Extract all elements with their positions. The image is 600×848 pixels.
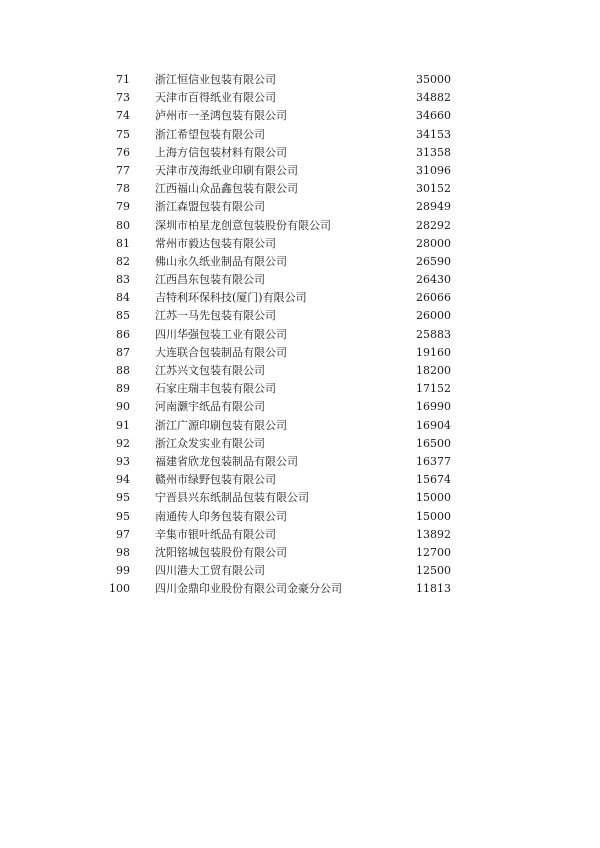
rank-cell: 83 xyxy=(116,273,130,287)
rank-cell: 84 xyxy=(116,291,130,305)
value-cell: 19160 xyxy=(416,345,451,359)
value-cell: 25883 xyxy=(416,327,451,341)
rank-cell: 100 xyxy=(109,582,130,596)
value-cell: 28292 xyxy=(416,218,451,232)
company-cell: 泸州市一圣鸿包装有限公司 xyxy=(155,109,287,123)
rank-cell: 71 xyxy=(116,73,130,86)
company-cell: 河南灏宇纸品有限公司 xyxy=(155,400,265,414)
company-cell: 上海方信包装材料有限公司 xyxy=(155,145,287,159)
value-cell: 31358 xyxy=(416,145,451,159)
rank-cell: 75 xyxy=(116,127,130,141)
company-cell: 沈阳铭城包装股份有限公司 xyxy=(155,545,287,559)
table-row xyxy=(0,508,600,526)
rank-cell: 87 xyxy=(116,345,130,359)
company-cell: 深圳市柏星龙创意包装股份有限公司 xyxy=(155,218,331,232)
value-cell: 18200 xyxy=(416,364,451,377)
table-row xyxy=(0,398,600,416)
rank-cell: 90 xyxy=(116,400,130,414)
table-row xyxy=(0,580,600,598)
table-row xyxy=(0,217,600,235)
table-row xyxy=(0,126,600,144)
company-cell: 四川金鼎印业股份有限公司金豪分公司 xyxy=(155,582,342,596)
rank-cell: 86 xyxy=(116,327,130,341)
company-cell: 福建省欣龙包装制品有限公司 xyxy=(155,454,298,468)
table-row xyxy=(0,544,600,562)
table-row xyxy=(0,417,600,435)
rank-cell: 74 xyxy=(116,109,130,123)
company-cell: 浙江森盟包装有限公司 xyxy=(155,200,265,214)
rank-cell: 93 xyxy=(116,454,130,468)
value-cell: 16904 xyxy=(416,418,451,432)
table-row xyxy=(0,144,600,162)
value-cell: 26000 xyxy=(416,309,451,323)
table-row xyxy=(0,435,600,453)
company-cell: 佛山永久纸业制品有限公司 xyxy=(155,254,287,268)
value-cell: 34660 xyxy=(416,109,451,123)
company-cell: 常州市毅达包装有限公司 xyxy=(155,236,276,250)
table-row xyxy=(0,162,600,180)
table-row xyxy=(0,89,600,107)
table-row xyxy=(0,380,600,398)
rank-cell: 94 xyxy=(116,473,130,487)
table-row xyxy=(0,362,600,380)
rank-cell: 91 xyxy=(116,418,130,432)
value-cell: 12500 xyxy=(416,564,451,578)
table-row xyxy=(0,326,600,344)
value-cell: 26590 xyxy=(416,254,451,268)
table-row xyxy=(0,344,600,362)
company-cell: 辛集市银叶纸品有限公司 xyxy=(155,527,276,541)
value-cell: 15000 xyxy=(416,491,451,505)
company-cell: 吉特利环保科技(厦门)有限公司 xyxy=(155,291,307,305)
company-cell: 浙江广源印刷包装有限公司 xyxy=(155,418,287,432)
rank-cell: 73 xyxy=(116,91,130,105)
value-cell: 16990 xyxy=(416,400,451,414)
value-cell: 26066 xyxy=(416,291,451,305)
table-row xyxy=(0,271,600,289)
value-cell: 16377 xyxy=(416,454,451,468)
value-cell: 30152 xyxy=(416,182,451,196)
rank-cell: 88 xyxy=(116,364,130,377)
ranking-table xyxy=(0,71,600,598)
rank-cell: 92 xyxy=(116,436,130,450)
value-cell: 15674 xyxy=(416,473,451,487)
table-row xyxy=(0,471,600,489)
table-row xyxy=(0,253,600,271)
company-cell: 浙江恒信业包装有限公司 xyxy=(155,73,276,86)
company-cell: 赣州市绿野包装有限公司 xyxy=(155,473,276,487)
rank-cell: 99 xyxy=(116,564,130,578)
company-cell: 天津市百得纸业有限公司 xyxy=(155,91,276,105)
table-row xyxy=(0,453,600,471)
rank-cell: 97 xyxy=(116,527,130,541)
table-row xyxy=(0,198,600,216)
company-cell: 江西昌东包装有限公司 xyxy=(155,273,265,287)
rank-cell: 85 xyxy=(116,309,130,323)
value-cell: 34882 xyxy=(416,91,451,105)
rank-cell: 95 xyxy=(116,491,130,505)
company-cell: 天津市茂海纸业印刷有限公司 xyxy=(155,163,298,177)
rank-cell: 80 xyxy=(116,218,130,232)
value-cell: 26430 xyxy=(416,273,451,287)
table-row xyxy=(0,562,600,580)
company-cell: 江苏兴文包装有限公司 xyxy=(155,364,265,377)
company-cell: 大连联合包装制品有限公司 xyxy=(155,345,287,359)
table-row xyxy=(0,289,600,307)
rank-cell: 82 xyxy=(116,254,130,268)
table-row xyxy=(0,107,600,125)
rank-cell: 98 xyxy=(116,545,130,559)
value-cell: 12700 xyxy=(416,545,451,559)
rank-cell: 76 xyxy=(116,145,130,159)
rank-cell: 78 xyxy=(116,182,130,196)
value-cell: 28949 xyxy=(416,200,451,214)
company-cell: 江苏一马先包装有限公司 xyxy=(155,309,276,323)
value-cell: 15000 xyxy=(416,509,451,523)
table-row xyxy=(0,526,600,544)
value-cell: 34153 xyxy=(416,127,451,141)
value-cell: 31096 xyxy=(416,163,451,177)
value-cell: 16500 xyxy=(416,436,451,450)
company-cell: 石家庄瑞丰包装有限公司 xyxy=(155,382,276,396)
company-cell: 江西福山众品鑫包装有限公司 xyxy=(155,182,298,196)
value-cell: 28000 xyxy=(416,236,451,250)
value-cell: 35000 xyxy=(416,73,451,86)
table-row xyxy=(0,489,600,507)
company-cell: 四川港大工贸有限公司 xyxy=(155,564,265,578)
value-cell: 17152 xyxy=(416,382,451,396)
company-cell: 浙江希望包装有限公司 xyxy=(155,127,265,141)
company-cell: 四川华强包装工业有限公司 xyxy=(155,327,287,341)
rank-cell: 77 xyxy=(116,163,130,177)
table-row xyxy=(0,71,600,89)
value-cell: 13892 xyxy=(416,527,451,541)
rank-cell: 95 xyxy=(116,509,130,523)
company-cell: 南通传人印务包装有限公司 xyxy=(155,509,287,523)
rank-cell: 79 xyxy=(116,200,130,214)
company-cell: 浙江众发实业有限公司 xyxy=(155,436,265,450)
company-cell: 宁晋县兴东纸制品包装有限公司 xyxy=(155,491,309,505)
table-row xyxy=(0,235,600,253)
rank-cell: 81 xyxy=(116,236,130,250)
rank-cell: 89 xyxy=(116,382,130,396)
table-row xyxy=(0,180,600,198)
table-row xyxy=(0,307,600,325)
value-cell: 11813 xyxy=(416,582,451,596)
